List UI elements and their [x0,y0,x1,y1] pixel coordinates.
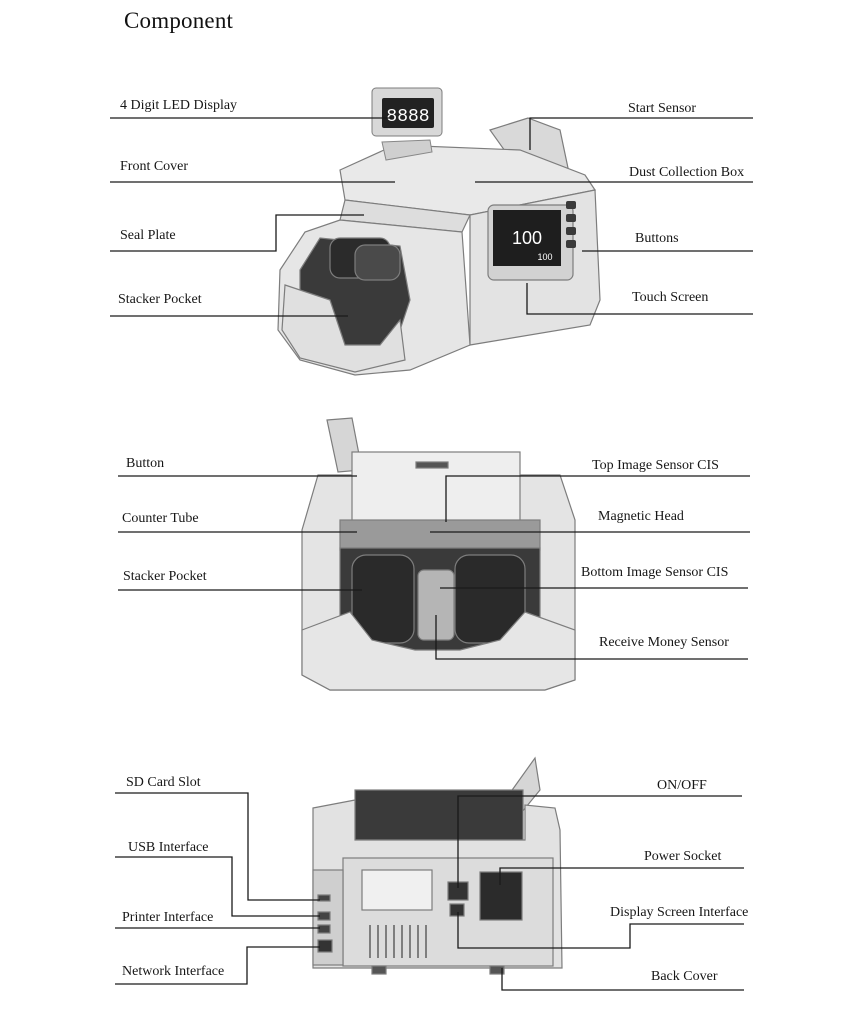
led-value-text: 8888 [386,107,430,127]
screen-value-text: 100 [511,228,543,248]
label-counter-tube: Counter Tube [122,511,199,526]
label-buttons: Buttons [635,231,679,246]
label-back-cover: Back Cover [651,969,718,984]
screen-small-text: 100 [537,252,553,262]
page-title: Component [124,8,234,33]
label-receive-money-sensor: Receive Money Sensor [599,635,729,650]
label-printer-interface: Printer Interface [122,910,214,925]
label-top-image-sensor: Top Image Sensor CIS [592,458,719,473]
label-usb-interface: USB Interface [128,840,209,855]
label-power-socket: Power Socket [644,849,722,864]
label-stacker-pocket-front: Stacker Pocket [118,292,202,307]
label-front-cover: Front Cover [120,159,189,174]
label-stacker-pocket-top: Stacker Pocket [123,569,207,584]
label-button: Button [126,456,165,471]
label-seal-plate: Seal Plate [120,228,176,243]
label-dust-collection-box: Dust Collection Box [629,165,745,180]
label-sd-card-slot: SD Card Slot [126,775,201,790]
label-bottom-image-sensor: Bottom Image Sensor CIS [581,565,729,580]
label-display-screen-interface: Display Screen Interface [610,905,749,920]
label-network-interface: Network Interface [122,964,225,979]
label-start-sensor: Start Sensor [628,101,697,116]
back-machine [313,758,562,974]
label-magnetic-head: Magnetic Head [598,509,684,524]
label-touch-screen: Touch Screen [632,290,709,305]
label-led-display: 4 Digit LED Display [120,98,238,113]
label-on-off: ON/OFF [657,778,707,793]
